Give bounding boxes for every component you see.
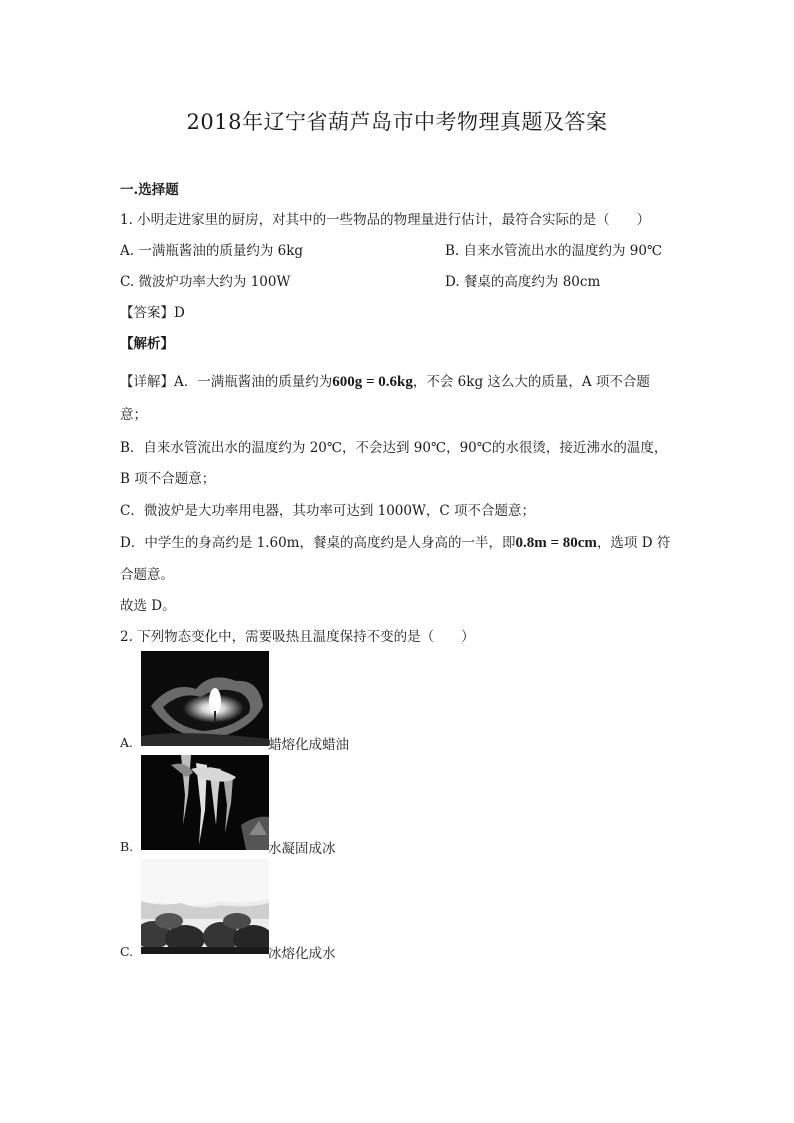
question-1-analysis-label: 【解析】 <box>120 336 174 352</box>
snow-on-rocks-photo <box>141 859 269 954</box>
icicles-photo <box>141 755 269 850</box>
detail-1-text-b: ，不会 6kg 这么大的质量，A 项不合题 <box>412 374 650 390</box>
question-2-option-a-label: A. <box>120 735 134 750</box>
detail-4-text-b: ，选项 D 符 <box>596 535 671 551</box>
question-1-option-b: B. 自来水管流出水的温度约为 90℃ <box>445 243 663 259</box>
question-1-detail-2: B．自来水管流出水的温度约为 20℃，不会达到 90℃，90℃的水很烫，接近沸水的温度， <box>120 440 668 456</box>
question-2-option-b-label: B. <box>120 839 134 854</box>
question-2-stem: 2. 下列物态变化中，需要吸热且温度保持不变的是（ ） <box>120 629 475 645</box>
question-1-detail-3: C．微波炉是大功率用电器，其功率可达到 1000W，C 项不合题意； <box>120 503 535 519</box>
question-2-option-c-label: C. <box>120 944 134 959</box>
detail-1-formula: 600g = 0.6kg <box>332 374 413 390</box>
section-heading: 一.选择题 <box>120 182 179 198</box>
detail-4-formula: 0.8m = 80cm <box>515 535 597 551</box>
question-1-option-d: D. 餐桌的高度约为 80cm <box>445 274 601 290</box>
question-1-detail-2-cont: B 项不合题意； <box>120 471 216 487</box>
detail-1-text-a: 【详解】A．一满瓶酱油的质量约为 <box>120 374 333 390</box>
question-1-stem: 1. 小明走进家里的厨房，对其中的一些物品的物理量进行估计，最符合实际的是（ ） <box>120 212 651 228</box>
question-1-option-a: A. 一满瓶酱油的质量约为 6kg <box>120 243 304 259</box>
question-1-detail-1 <box>120 370 650 391</box>
question-1-option-c: C. 微波炉功率大约为 100W <box>120 274 291 290</box>
question-2-option-c-caption: 冰熔化成水 <box>268 946 336 962</box>
detail-4-text-a: D．中学生的身高约是 1.60m，餐桌的高度约是人身高的一半，即 <box>120 535 516 551</box>
candle-melting-photo <box>141 651 269 746</box>
question-1-detail-4-cont: 合题意。 <box>120 567 174 583</box>
document-title: 2018年辽宁省葫芦岛市中考物理真题及答案 <box>186 110 608 134</box>
question-1-detail-1-cont: 意； <box>120 407 147 423</box>
question-1-conclusion: 故选 D。 <box>120 598 176 614</box>
question-1-answer: 【答案】D <box>120 305 185 321</box>
question-2-option-a-caption: 蜡熔化成蜡油 <box>268 737 349 753</box>
question-2-option-b-caption: 水凝固成冰 <box>268 841 336 857</box>
question-1-detail-4 <box>120 531 670 552</box>
